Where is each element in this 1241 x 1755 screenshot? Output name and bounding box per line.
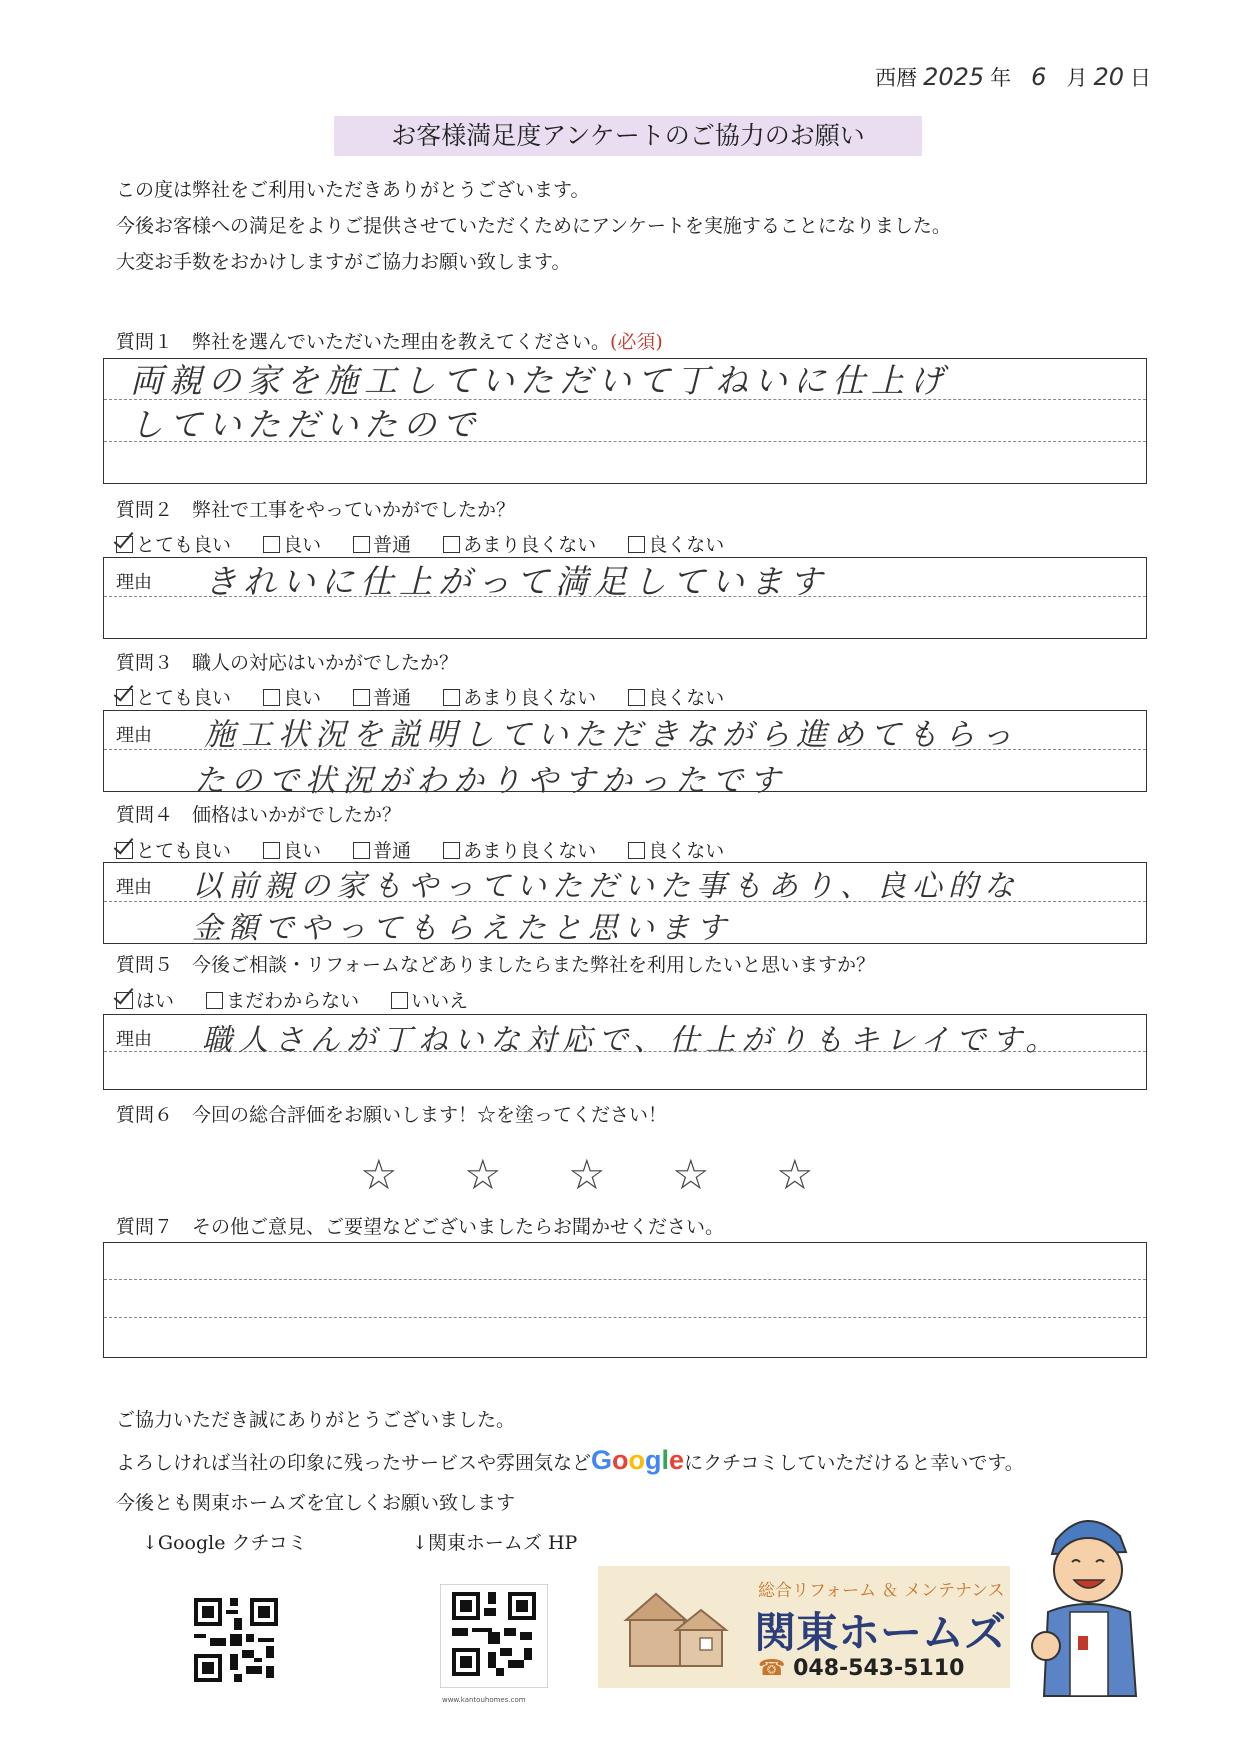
page-title: お客様満足度アンケートのご協力のお願い: [334, 116, 922, 156]
mascot-illustration: [1022, 1500, 1152, 1700]
option-label: 良くない: [648, 687, 725, 709]
option-label: 普通: [373, 840, 412, 862]
date-day: 20: [1093, 63, 1124, 91]
reason-box-5[interactable]: [103, 1014, 1147, 1090]
date-month: 6: [1031, 63, 1047, 91]
checkbox-icon[interactable]: [263, 689, 280, 706]
star-icon[interactable]: ☆: [464, 1150, 502, 1199]
checkbox-icon[interactable]: [353, 536, 370, 553]
star-rating: [360, 1150, 880, 1199]
handwritten-answer: していただいたので: [130, 405, 481, 444]
checkbox-icon[interactable]: [206, 992, 223, 1009]
option-label: とても良い: [136, 534, 232, 556]
handwritten-answer: 以前親の家もやっていただいた事もあり、良心的な: [192, 869, 1020, 904]
question-7: 質問７ その他ご意見、ご要望などございましたらお聞かせください。: [116, 1216, 725, 1238]
handwritten-answer: 施工状況を説明していただきながら進めてもらっ: [204, 717, 1018, 753]
star-icon[interactable]: ☆: [672, 1150, 710, 1199]
reason-label: 理由: [116, 725, 152, 746]
option-undecided[interactable]: [206, 990, 359, 1012]
option-normal[interactable]: [353, 687, 411, 709]
option-bad[interactable]: [628, 840, 724, 862]
option-label: とても良い: [136, 687, 232, 709]
option-not-so-good[interactable]: [443, 687, 596, 709]
star-icon[interactable]: ☆: [360, 1150, 398, 1199]
comments-box[interactable]: [103, 1242, 1147, 1358]
option-good[interactable]: [263, 687, 321, 709]
checkbox-checked-icon[interactable]: [116, 992, 133, 1009]
google-logo: Google: [591, 1445, 685, 1475]
reason-box-4[interactable]: [103, 862, 1147, 944]
date-day-unit: 日: [1130, 66, 1151, 90]
google-qr-code[interactable]: [190, 1594, 282, 1686]
option-good[interactable]: [263, 840, 321, 862]
option-good[interactable]: [263, 534, 321, 556]
checkbox-checked-icon[interactable]: [116, 842, 133, 859]
phone-icon: ☎: [758, 1656, 786, 1681]
required-badge: (必須): [610, 331, 663, 353]
thanks-text-part: にクチコミしていただけると幸いです。: [684, 1452, 1024, 1474]
option-label: 普通: [373, 534, 412, 556]
option-yes[interactable]: [116, 990, 174, 1012]
checkbox-icon[interactable]: [628, 536, 645, 553]
checkbox-icon[interactable]: [443, 689, 460, 706]
homepage-url[interactable]: www.kantouhomes.com: [442, 1696, 526, 1704]
option-very-good[interactable]: [116, 534, 231, 556]
question-4: 質問４ 価格はいかがでしたか？: [116, 804, 402, 826]
handwritten-answer: 両親の家を施工していただいて丁ねいに仕上げ: [130, 361, 949, 400]
option-label: 良い: [283, 840, 322, 862]
handwritten-answer: きれいに仕上がって満足しています: [204, 562, 828, 601]
intro-line: 大変お手数をおかけしますがご協力お願い致します。: [116, 251, 571, 273]
homepage-qr-code[interactable]: [440, 1584, 548, 1688]
option-label: あまり良くない: [463, 687, 597, 709]
checkbox-icon[interactable]: [443, 536, 460, 553]
date-year-unit: 年: [990, 66, 1012, 90]
rating-options-2: [116, 530, 750, 557]
option-label: あまり良くない: [463, 534, 597, 556]
option-label: 良くない: [648, 840, 725, 862]
handwritten-answer: 金額でやってもらえたと思います: [192, 911, 732, 946]
checkbox-icon[interactable]: [263, 842, 280, 859]
intro-text: [116, 172, 951, 280]
option-bad[interactable]: [628, 687, 724, 709]
answer-box-1[interactable]: [103, 358, 1147, 484]
option-label: 良くない: [648, 534, 725, 556]
checkbox-icon[interactable]: [353, 689, 370, 706]
homepage-label: ↓関東ホームズ HP: [412, 1532, 578, 1554]
handwritten-answer: たので状況がわかりやすかったです: [194, 763, 786, 799]
option-very-good[interactable]: [116, 840, 231, 862]
checkbox-checked-icon[interactable]: [116, 536, 133, 553]
question-2: 質問２ 弊社で工事をやっていかがでしたか？: [116, 499, 516, 521]
house-logo-icon: [616, 1580, 736, 1676]
option-normal[interactable]: [353, 534, 411, 556]
checkbox-checked-icon[interactable]: [116, 689, 133, 706]
reason-label: 理由: [116, 877, 152, 898]
date-year: 2025: [923, 63, 985, 91]
star-icon[interactable]: ☆: [568, 1150, 606, 1199]
option-label: 普通: [373, 687, 412, 709]
question-5: 質問５ 今後ご相談・リフォームなどありましたらまた弊社を利用したいと思いますか？: [116, 954, 876, 976]
logo-phone[interactable]: [758, 1656, 964, 1681]
date-prefix: 西暦: [875, 66, 918, 90]
option-label: 良い: [283, 534, 322, 556]
option-not-so-good[interactable]: [443, 534, 596, 556]
reason-box-2[interactable]: [103, 557, 1147, 639]
question-3: 質問３ 職人の対応はいかがでしたか？: [116, 652, 459, 674]
thanks-line: [116, 1440, 1024, 1483]
logo-tagline: 総合リフォーム ＆ メンテナンス: [758, 1581, 1005, 1601]
date-month-unit: 月: [1066, 66, 1088, 90]
thanks-line: ご協力いただき誠にありがとうございました。: [116, 1409, 516, 1431]
rule-line: [104, 1279, 1146, 1280]
thanks-line: 今後とも関東ホームズを宜しくお願い致します: [116, 1492, 516, 1514]
thanks-text-part: よろしければ当社の印象に残ったサービスや雰囲気など: [116, 1452, 592, 1474]
reason-box-3[interactable]: [103, 710, 1147, 799]
google-review-label: ↓Google クチコミ: [142, 1532, 307, 1554]
reason-label: 理由: [116, 1029, 152, 1050]
option-label: 良い: [283, 687, 322, 709]
phone-number: 048-543-5110: [793, 1656, 965, 1681]
checkbox-icon[interactable]: [391, 992, 408, 1009]
option-bad[interactable]: [628, 534, 724, 556]
date-line: [875, 62, 1151, 92]
option-normal[interactable]: [353, 840, 411, 862]
intro-line: この度は弊社をご利用いただきありがとうございます。: [116, 179, 590, 201]
rule-line: [104, 1317, 1146, 1318]
rating-options-4: [116, 836, 750, 863]
option-label: はい: [136, 990, 175, 1012]
checkbox-icon[interactable]: [628, 842, 645, 859]
handwritten-answer: 職人さんが丁ねいな対応で、仕上がりもキレイです。: [202, 1023, 1062, 1058]
thanks-text: [116, 1400, 1024, 1523]
reason-label: 理由: [116, 572, 152, 593]
question-1: [116, 327, 663, 354]
logo-name: 関東ホームズ: [754, 1608, 1007, 1657]
checkbox-icon[interactable]: [353, 842, 370, 859]
question-6: 質問６ 今回の総合評価をお願いします！☆を塗ってください！: [116, 1104, 668, 1126]
option-not-so-good[interactable]: [443, 840, 596, 862]
question-1-label: 質問１ 弊社を選んでいただいた理由を教えてください。: [116, 331, 611, 353]
checkbox-icon[interactable]: [628, 689, 645, 706]
option-label: まだわからない: [226, 990, 360, 1012]
option-label: とても良い: [136, 840, 232, 862]
yes-no-options-5: [116, 986, 494, 1013]
option-very-good[interactable]: [116, 687, 231, 709]
intro-line: 今後お客様への満足をよりご提供させていただくためにアンケートを実施することになりました。: [116, 215, 951, 237]
rating-options-3: [116, 683, 750, 710]
checkbox-icon[interactable]: [443, 842, 460, 859]
option-label: いいえ: [411, 990, 469, 1012]
option-label: あまり良くない: [463, 840, 597, 862]
option-no[interactable]: [391, 990, 468, 1012]
checkbox-icon[interactable]: [263, 536, 280, 553]
company-logo: [598, 1566, 1010, 1688]
star-icon[interactable]: ☆: [776, 1150, 814, 1199]
